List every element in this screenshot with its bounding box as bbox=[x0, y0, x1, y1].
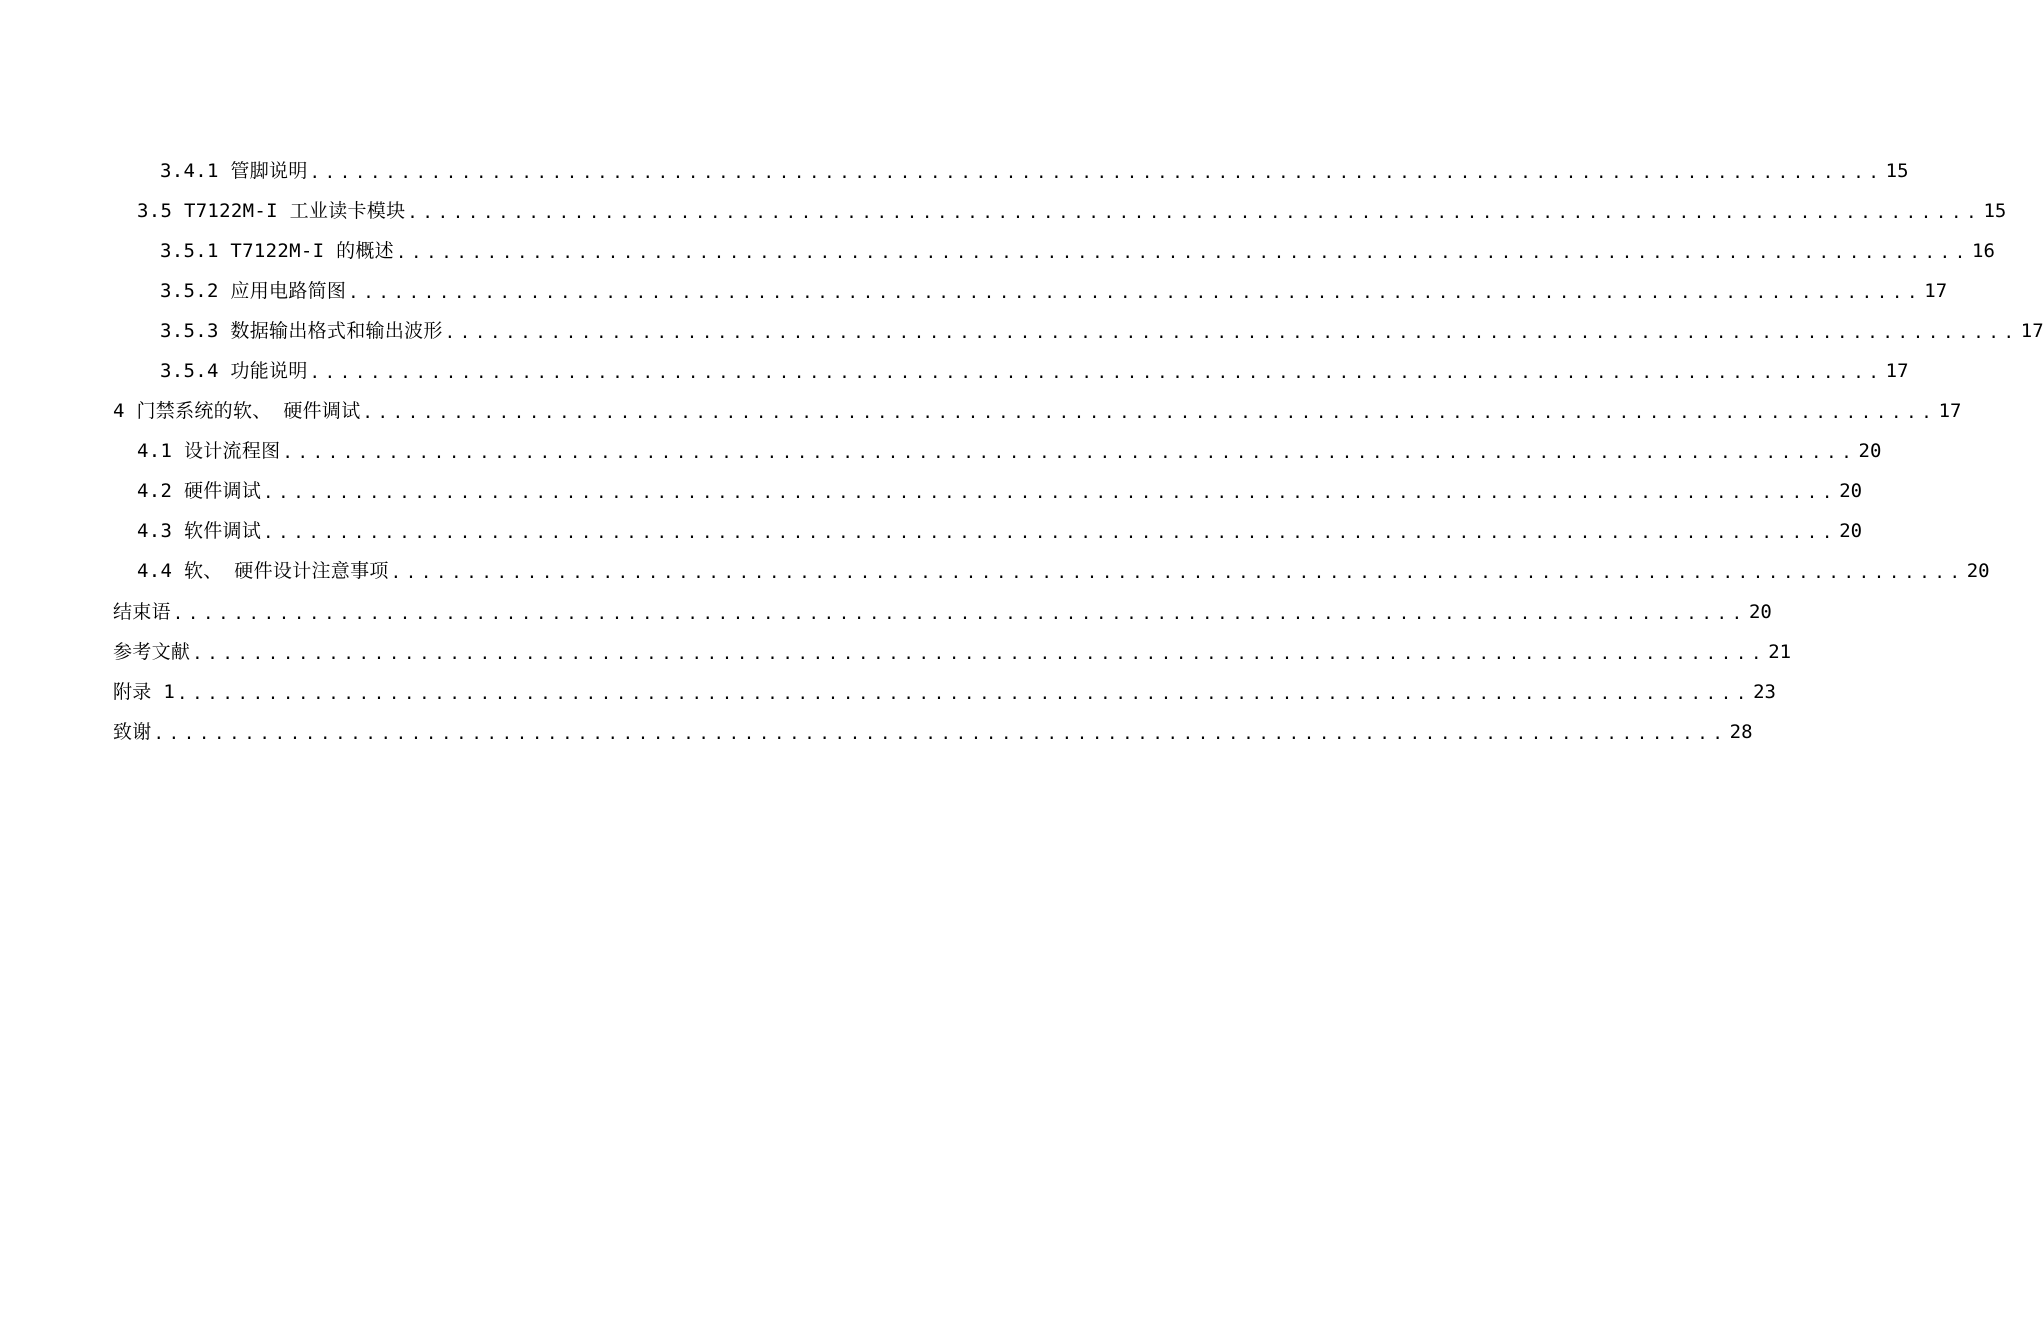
toc-page-number: 21 bbox=[1768, 640, 1792, 663]
toc-entry-title: 4.2 硬件调试 bbox=[137, 480, 262, 503]
table-of-contents bbox=[0, 151, 2044, 752]
toc-entry-title: 结束语 bbox=[113, 600, 171, 623]
toc-entry-4-2[interactable] bbox=[0, 472, 1863, 512]
toc-dot-leader: ........................................................................................................ bbox=[153, 723, 1728, 744]
toc-entry-title: 4.1 设计流程图 bbox=[137, 440, 281, 463]
toc-entry-references[interactable] bbox=[0, 632, 1792, 672]
toc-entry-3-5[interactable] bbox=[0, 191, 2007, 231]
toc-entry-title: 附录 1 bbox=[113, 680, 176, 703]
toc-dot-leader: ........................................................................................................ bbox=[362, 403, 1937, 424]
toc-dot-leader: ........................................................................................................ bbox=[348, 282, 1923, 303]
toc-entry-title: 3.5.1 T7122M-I 的概述 bbox=[160, 239, 394, 262]
toc-page-number: 17 bbox=[1924, 279, 1948, 302]
toc-entry-title: 致谢 bbox=[113, 720, 152, 743]
toc-entry-title: 3.4.1 管脚说明 bbox=[160, 159, 308, 182]
toc-page-number: 28 bbox=[1729, 720, 1753, 743]
toc-dot-leader: ........................................................................................................ bbox=[309, 363, 1884, 384]
toc-entry-title: 3.5.3 数据输出格式和输出波形 bbox=[160, 319, 443, 342]
toc-dot-leader: ........................................................................................................ bbox=[396, 242, 1971, 263]
toc-dot-leader: ........................................................................................................ bbox=[309, 162, 1884, 183]
toc-page-number: 20 bbox=[1748, 600, 1772, 623]
toc-dot-leader: ........................................................................................................ bbox=[192, 643, 1767, 664]
toc-page-number: 17 bbox=[1885, 360, 1909, 383]
toc-dot-leader: ........................................................................................................ bbox=[390, 563, 1965, 584]
toc-dot-leader: ........................................................................................................ bbox=[263, 523, 1838, 544]
toc-page-number: 15 bbox=[1983, 199, 2007, 222]
toc-page-number: 20 bbox=[1839, 520, 1863, 543]
toc-entry-appendix-1[interactable] bbox=[0, 672, 1776, 712]
toc-entry-title: 4.3 软件调试 bbox=[137, 520, 262, 543]
toc-entry-3-5-2[interactable] bbox=[0, 271, 1948, 311]
toc-dot-leader: ........................................................................................................ bbox=[444, 322, 2019, 343]
toc-page-number: 17 bbox=[1938, 400, 1962, 423]
toc-page-number: 20 bbox=[1858, 440, 1882, 463]
toc-entry-3-5-1[interactable] bbox=[0, 231, 1995, 271]
toc-entry-3-5-4[interactable] bbox=[0, 351, 1909, 391]
toc-page-number: 20 bbox=[1839, 480, 1863, 503]
toc-entry-4-1[interactable] bbox=[0, 432, 1882, 472]
toc-entry-4-3[interactable] bbox=[0, 512, 1863, 552]
toc-dot-leader: ........................................................................................................ bbox=[172, 603, 1747, 624]
toc-dot-leader: ........................................................................................................ bbox=[407, 202, 1982, 223]
toc-entry-4-4[interactable] bbox=[0, 552, 1990, 592]
toc-entry-title: 3.5.4 功能说明 bbox=[160, 360, 308, 383]
toc-dot-leader: ........................................................................................................ bbox=[263, 483, 1838, 504]
toc-page-number: 23 bbox=[1753, 680, 1776, 703]
toc-entry-conclusion[interactable] bbox=[0, 592, 1772, 632]
toc-page-number: 16 bbox=[1972, 239, 1995, 262]
toc-dot-leader: ........................................................................................................ bbox=[177, 683, 1752, 704]
toc-entry-3-4-1[interactable] bbox=[0, 151, 1909, 191]
toc-entry-title: 3.5.2 应用电路简图 bbox=[160, 279, 347, 302]
toc-entry-title: 4 门禁系统的软、 硬件调试 bbox=[113, 400, 361, 423]
toc-entry-4[interactable] bbox=[0, 392, 1962, 432]
toc-page-number: 17 bbox=[2020, 319, 2044, 342]
toc-entry-title: 4.4 软、 硬件设计注意事项 bbox=[137, 560, 389, 583]
toc-entry-title: 3.5 T7122M-I 工业读卡模块 bbox=[137, 199, 406, 222]
toc-entry-3-5-3[interactable] bbox=[0, 311, 2044, 351]
toc-dot-leader: ........................................................................................................ bbox=[282, 443, 1857, 464]
toc-entry-title: 参考文献 bbox=[113, 640, 191, 663]
toc-entry-acknowledgements[interactable] bbox=[0, 712, 1753, 752]
toc-page-number: 20 bbox=[1966, 560, 1990, 583]
toc-page-number: 15 bbox=[1885, 159, 1909, 182]
